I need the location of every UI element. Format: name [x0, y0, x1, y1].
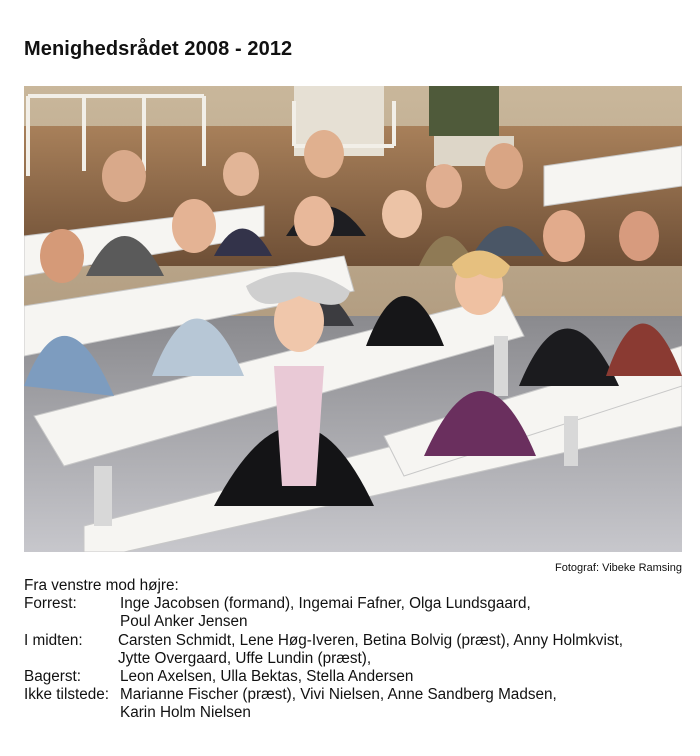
row-label: Bagerst: — [24, 668, 81, 686]
row-names — [120, 686, 684, 722]
row-label: Ikke tilstede: — [24, 686, 110, 704]
row-names — [120, 595, 684, 631]
names-line: Jytte Overgaard, Uffe Lundin (præst), — [118, 649, 372, 667]
caption-intro: Fra venstre mod højre: — [24, 577, 179, 594]
caption — [24, 577, 684, 723]
group-photo — [24, 86, 682, 552]
caption-row-forrest — [24, 595, 684, 631]
names-line: Leon Axelsen, Ulla Bektas, Stella Andersen — [120, 668, 414, 686]
page-title: Menighedsrådet 2008 - 2012 — [24, 38, 293, 60]
group-photo-illustration — [24, 86, 682, 552]
row-names — [118, 632, 684, 668]
row-label: I midten: — [24, 631, 83, 649]
names-line: Inge Jacobsen (formand), Ingemai Fafner, Olga Lundsgaard, — [120, 595, 531, 613]
caption-row-ikke-tilstede — [24, 686, 684, 722]
names-line: Carsten Schmidt, Lene Høg-Iveren, Betina Bolvig (præst), Anny Holmkvist, — [118, 631, 623, 649]
row-names — [120, 668, 684, 686]
names-line: Marianne Fischer (præst), Vivi Nielsen, Anne Sandberg Madsen, — [120, 686, 557, 704]
caption-row-bagerst — [24, 668, 684, 686]
photo-credit: Fotograf: Vibeke Ramsing — [555, 562, 682, 574]
row-label: Forrest: — [24, 595, 77, 613]
names-line: Poul Anker Jensen — [120, 613, 248, 631]
names-line: Karin Holm Nielsen — [120, 704, 251, 722]
caption-row-i-midten — [24, 632, 684, 668]
